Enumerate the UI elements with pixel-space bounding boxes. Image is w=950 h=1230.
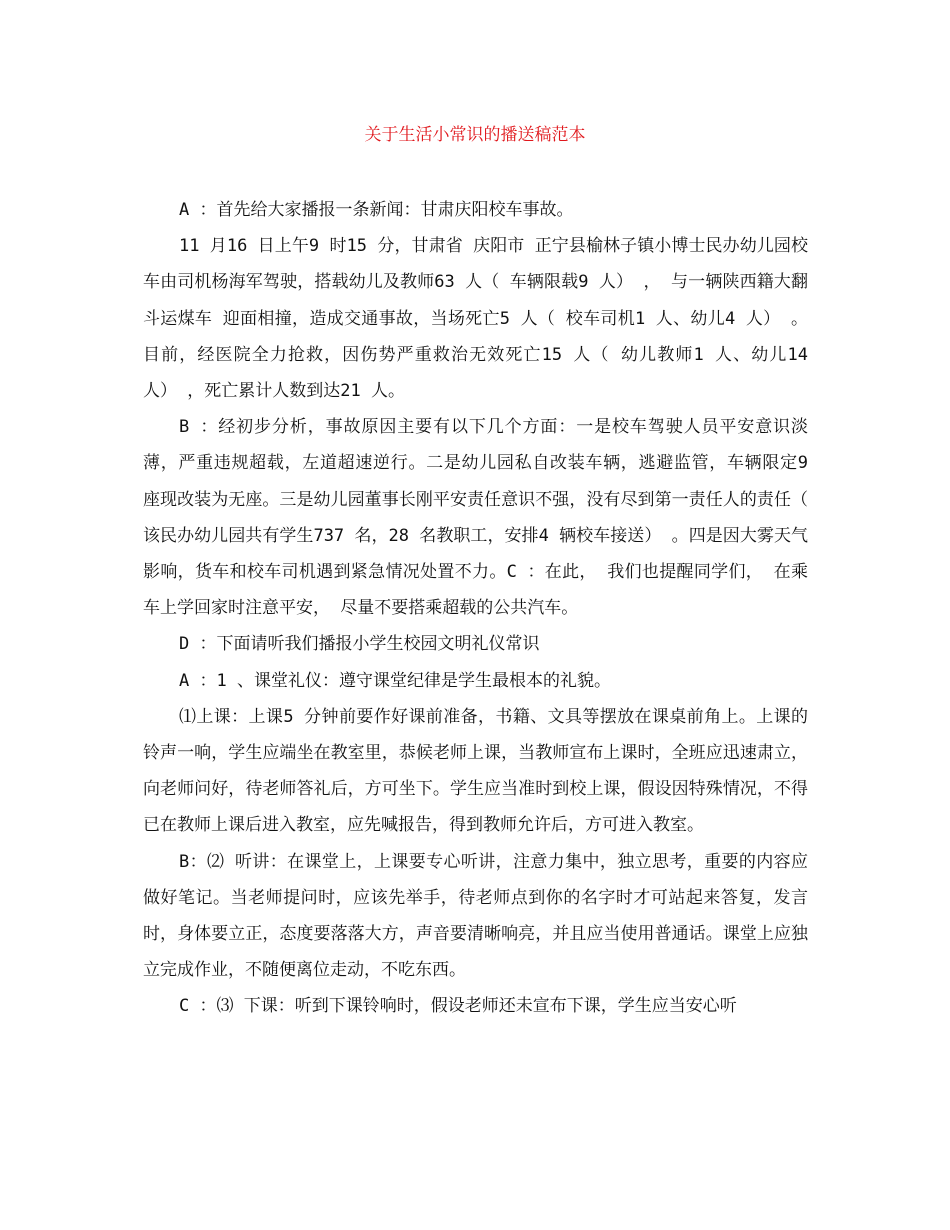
paragraph-end-of-class: C ：⑶ 下课：听到下课铃响时，假设老师还未宣布下课，学生应当安心听 xyxy=(179,996,737,1017)
paragraph-classroom-etiquette: A ：1 、课堂礼仪：遵守课堂纪律是学生最根本的礼貌。 xyxy=(179,670,611,691)
paragraph-news-intro: A ：首先给大家播报一条新闻：甘肃庆阳校车事故。 xyxy=(179,200,574,220)
document-body xyxy=(143,192,808,1025)
document-title: 关于生活小常识的播送稿范本 xyxy=(364,125,586,145)
paragraph-accident-details: 11 月16 日上午9 时15 分，甘肃省 庆阳市 正宁县榆林子镇小博士民办幼儿园校车由司机杨海军驾驶，搭载幼儿及教师63 人（ 车辆限载9 人） ， 与一辆陕西籍大翻斗运煤车 迎面相撞，造成交通事故，当场死亡5 人（ 校车司机1 人、幼儿4 人） 。目前，经医院全力抢救，因伤势严重救治无效死亡15 人（ 幼儿教师1 人、幼儿14 人） ，死亡累计人数到达21 人。 xyxy=(143,236,808,402)
paragraph-accident-causes: B ：经初步分析，事故原因主要有以下几个方面：一是校车驾驶人员平安意识淡薄，严重违规超载，左道超速逆行。二是幼儿园私自改装车辆，逃避监管，车辆限定9 座现改装为无座。三是幼儿园董事长刚平安责任意识不强，没有尽到第一责任人的责任（ 该民办幼儿园共有学生737 名，28 名教职工，安排4 辆校车接送） 。四是因大雾天气影响，货车和校车司机遇到紧急情况处置不力。C ：在此， 我们也提醒同学们， 在乘车上学回家时注意平安， 尽量不要搭乘超载的公共汽车。 xyxy=(143,417,808,619)
paragraph-listening: B：⑵ 听讲：在课堂上，上课要专心听讲，注意力集中，独立思考，重要的内容应做好笔记。当老师提问时，应该先举手，待老师点到你的名字时才可站起来答复，发言时，身体要立正，态度要落落大方，声音要清晰响亮，并且应当使用普通话。课堂上应独立完成作业，不随便离位走动，不吃东西。 xyxy=(143,851,808,981)
paragraph-start-of-class: ⑴上课：上课5 分钟前要作好课前准备，书籍、文具等摆放在课桌前角上。上课的铃声一响，学生应端坐在教室里，恭候老师上课，当教师宣布上课时，全班应迅速肃立，向老师问好，待老师答礼后，方可坐下。学生应当准时到校上课，假设因特殊情况，不得已在教师上课后进入教室，应先喊报告，得到教师允许后，方可进入教室。 xyxy=(143,706,808,836)
paragraph-etiquette-intro: D ：下面请听我们播报小学生校园文明礼仪常识 xyxy=(179,634,540,655)
